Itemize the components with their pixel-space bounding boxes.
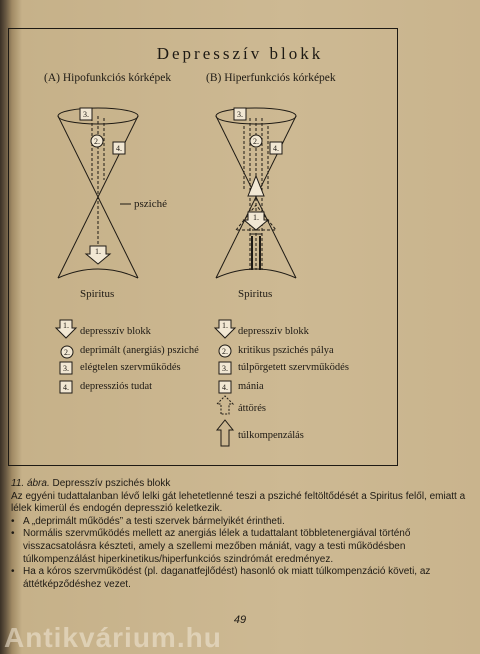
right-heading: (B) Hiperfunkciós kórképek <box>206 72 336 84</box>
right-circle-2-label: 2. <box>253 137 259 146</box>
breakthrough-arrow-icon <box>217 396 233 414</box>
page-number: 49 <box>233 614 247 626</box>
legend-left-item: depresszív blokk <box>80 326 151 337</box>
legend-right-item: túlpörgetett szervműködés <box>238 362 349 373</box>
caption-figure-title: Depresszív pszichés blokk <box>52 478 171 489</box>
legend-right-item: depresszív blokk <box>238 326 309 337</box>
psyche-label: psziché <box>134 198 167 210</box>
left-circle-2-label: 2. <box>94 137 100 146</box>
spiritus-label-left: Spiritus <box>80 288 115 300</box>
legend-marker-1: 1. <box>63 321 69 330</box>
right-box-3-label: 3. <box>237 110 243 119</box>
legend-right-marker-3: 3. <box>222 364 228 373</box>
legend-left-item: depressziós tudat <box>80 381 153 392</box>
legend-left-item: deprimált (anergiás) psziché <box>80 345 199 356</box>
legend-right-item: túlkompenzálás <box>238 430 304 441</box>
caption-bullet: • Normális szervműködés mellett az anergiás lélek a tudattalant többletenergiával történő visszacsatolásra készteti, amely a szellemi mezőben mániát, vagy a testi működésben túlkompenzálást hiperkinetikus/hiperfunkciós szindrómát eredményez. <box>11 528 471 566</box>
right-block-arrow-label: 1. <box>253 213 259 222</box>
caption-intro: Az egyéni tudattalanban lévő lelki gát lehetetlenné teszi a psziché feltöltődését a Spiritus felől, emiatt a lélek kimerül és endogén depresszió keletkezik. <box>11 490 466 515</box>
overcompensation-arrow-icon <box>217 420 233 446</box>
caption-heading <box>11 478 471 491</box>
left-heading: (A) Hipofunkciós kórképek <box>44 72 172 84</box>
caption-bullet: • A „deprimált működés” a testi szervek bármelyikét érintheti. <box>11 516 471 529</box>
figure-title: Depresszív blokk <box>156 44 324 63</box>
caption-figure-number: 11. ábra. <box>11 478 50 489</box>
watermark: Antikvárium.hu <box>4 622 222 653</box>
figure-caption <box>11 478 471 591</box>
caption-bullet: • Ha a kóros szervműködést (pl. daganatfejlődést) hasonló ok miatt túlkompenzáció követi, az áttétképződéshez vezet. <box>11 566 471 591</box>
legend-marker-3: 3. <box>63 364 69 373</box>
legend-left-item: elégtelen szervműködés <box>80 362 181 373</box>
left-box-4-label: 4. <box>116 144 122 153</box>
legend-marker-2: 2. <box>64 348 70 357</box>
left-block-arrow-label: 1. <box>95 247 101 256</box>
legend-right-marker-2: 2. <box>222 347 228 356</box>
legend-right-item: mánia <box>238 381 264 392</box>
legend-right-marker-1: 1. <box>222 321 228 330</box>
legend-marker-4: 4. <box>63 383 69 392</box>
right-box-4-label: 4. <box>273 144 279 153</box>
left-box-3-label: 3. <box>83 110 89 119</box>
legend-right-item: kritikus pszichés pálya <box>238 345 334 356</box>
legend-right-item: áttörés <box>238 403 266 414</box>
legend-right-marker-4: 4. <box>222 383 228 392</box>
spiritus-label-right: Spiritus <box>238 288 273 300</box>
